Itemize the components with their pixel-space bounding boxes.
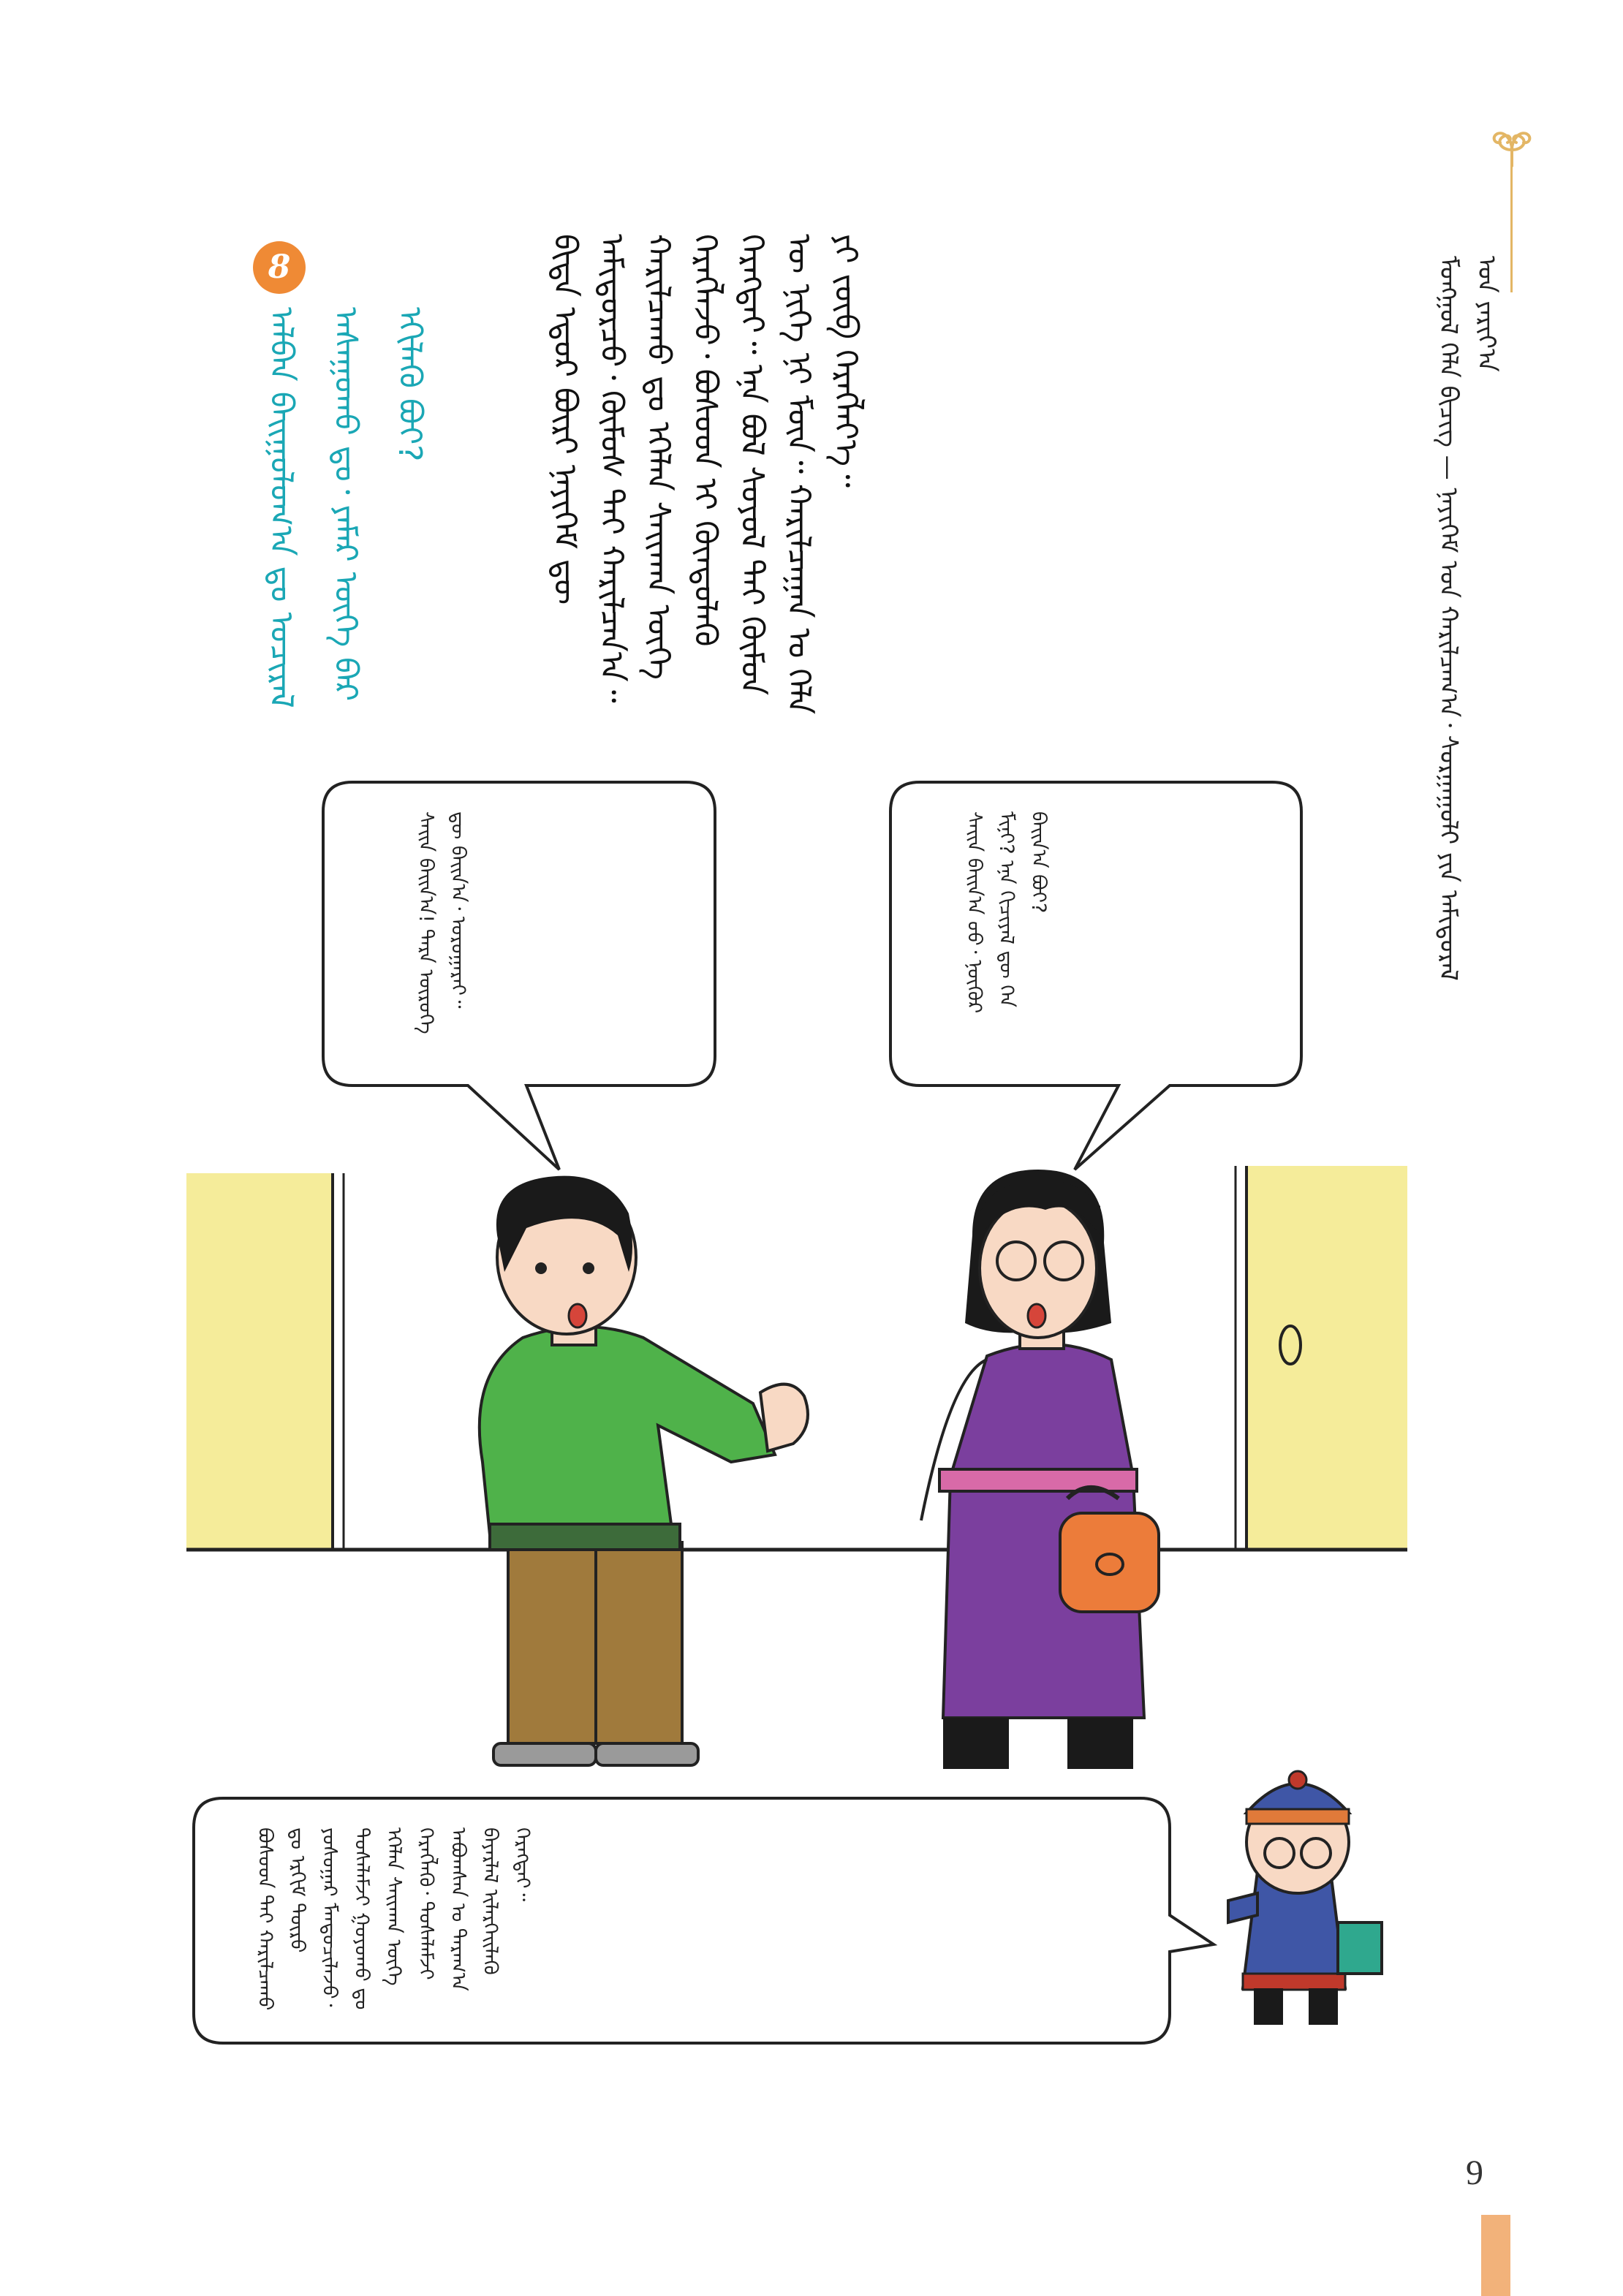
right-door bbox=[1236, 1166, 1407, 1550]
page-tab bbox=[1481, 2215, 1510, 2296]
question-text: ᠠᠯᠪᠠᠨ ᠪᠠᠢᠭᠤᠯᠤᠭ᠎ᠠ ᠳᠤ ᠤᠴᠢᠷᠠᠯ ᠠᠰᠠᠭᠤᠬᠤ ᠳᠤ᠂ ᠶᠠᠮᠠᠷ ᠦᠭᠡ ᠪᠡᠷ ᠡᠬᠢᠯᠡᠬᠦ ᠪᠣᠢ? bbox=[262, 307, 428, 719]
bubble-text-woman: ᠰᠠᠢᠨ ᠪᠠᠢᠨ᠎ᠠ ᠤᠤ᠂ ᠨᠦᠬᠦᠷ ᠮᠢᠨᠢ? ᠡᠨᠡ ᠬᠢᠴᠢᠶᠡᠯ ᠳᠦ ᠬᠡᠨ ᠪᠠᠢᠨ᠎ᠠ ᠪᠤᠢ? bbox=[963, 811, 1050, 1020]
left-door bbox=[186, 1173, 344, 1550]
bubble-text-child: ᠪᠤᠰᠤᠳ ᠲᠠᠢ ᠬᠠᠷᠢᠯᠴᠠᠬᠤ ᠳᠤ ᠡᠷᠬᠢᠮ ᠲᠦᠷᠦ ᠶᠣᠰᠣᠭᠠᠷ ᠮᠡᠨᠳᠦᠴᠢᠯᠡᠵᠦ᠂ ᠲᠤᠰᠠᠯᠠᠮᠵᠢ ᠭᠤᠶᠤᠬᠤ ᠳᠤ ᠡᠭᠡᠯᠡᠨ ᠰᠠᠢᠬᠠᠨ ᠦᠭᠡ ᠬᠡᠷᠡᠭᠯᠡᠬᠦ᠂ ᠲᠤᠰᠠᠯᠠᠮᠵᠢ ᠠᠪᠤᠭᠰᠠᠨ ᠤ ᠳᠠᠷᠠᠭ᠎ᠠ ᠪᠠᠶᠠᠷᠯᠠᠯ ᠢᠯᠡᠷᠬᠡᠢᠯᠡᠬᠦ ᠬᠡᠷᠡᠭᠲᠡᠢ᠃ bbox=[254, 1827, 534, 2017]
woman-figure bbox=[921, 1170, 1159, 1769]
running-header: ᠮᠣᠩᠭᠣᠯ ᠬᠡᠯᠡ ᠪᠢᠴᠢᠭ — ᠨᠡᠶᠢᠭᠡᠮ ᠤᠨ ᠬᠠᠷᠢᠯᠴᠠᠭ᠎ᠠ᠂ ᠰᠤᠷᠭᠠᠭᠤᠯᠢ ᠶᠢᠨ ᠠᠮᠢᠳᠤᠷᠠᠯ ᠤᠨ ᠶᠠᠷᠢᠶ᠎ᠠ bbox=[1434, 256, 1501, 989]
man-figure bbox=[480, 1176, 808, 1765]
page-number: 9 bbox=[1466, 2153, 1483, 2192]
question-number-badge: 8 bbox=[253, 241, 306, 294]
child-figure bbox=[1228, 1771, 1382, 2025]
body-paragraph: ᠪᠢᠳᠡ ᠡᠳᠦᠷ ᠪᠦᠷᠢ ᠨᠡᠶᠢᠭᠡᠮ ᠳᠦ ᠠᠮᠢᠳᠤᠷᠴᠤ᠂ ᠬᠦᠮᠦᠰ ᠲᠡᠢ ᠬᠠᠷᠢᠯᠴᠠᠨ᠎ᠠ᠃ ᠬᠠᠷᠢᠯᠴᠠᠬᠤ ᠳᠤ ᠡᠭᠡᠯᠡᠨ ᠰᠠᠢᠬᠠᠨ ᠦᠭᠡ ᠬᠡᠷᠡᠭᠯᠡᠵᠦ᠂ ᠪᠤᠰᠤᠳ ᠢ ᠬᠦᠨᠳᠦᠯᠡᠬᠦ ᠬᠡᠷᠡᠭᠲᠡᠢ᠃ ᠡᠨᠡ ᠪᠣᠯ ᠰᠤᠶᠤᠯ ᠲᠠᠢ ᠬᠦᠮᠦᠨ ᠦ ᠨᠢᠭᠡ ᠨᠢ ᠮᠥᠨ᠃ ᠬᠠᠷᠢᠯᠴᠠᠭᠠᠨ ᠤ ᠬᠡᠯᠡ ᠶᠢ ᠵᠥᠪ ᠬᠡᠷᠡᠭᠯᠡᠶ᠎ᠡ᠃ bbox=[546, 234, 864, 725]
bubble-text-man: ᠰᠠᠢᠨ ᠪᠠᠢᠨ᠎ᠠ! ᠲᠡᠷᠡ ᠥᠷᠦᠭᠡ ᠳᠦ ᠪᠠᠢᠨ᠎ᠠ᠂ ᠣᠷᠤᠭᠠᠷᠠᠢ᠃ bbox=[415, 811, 469, 1041]
